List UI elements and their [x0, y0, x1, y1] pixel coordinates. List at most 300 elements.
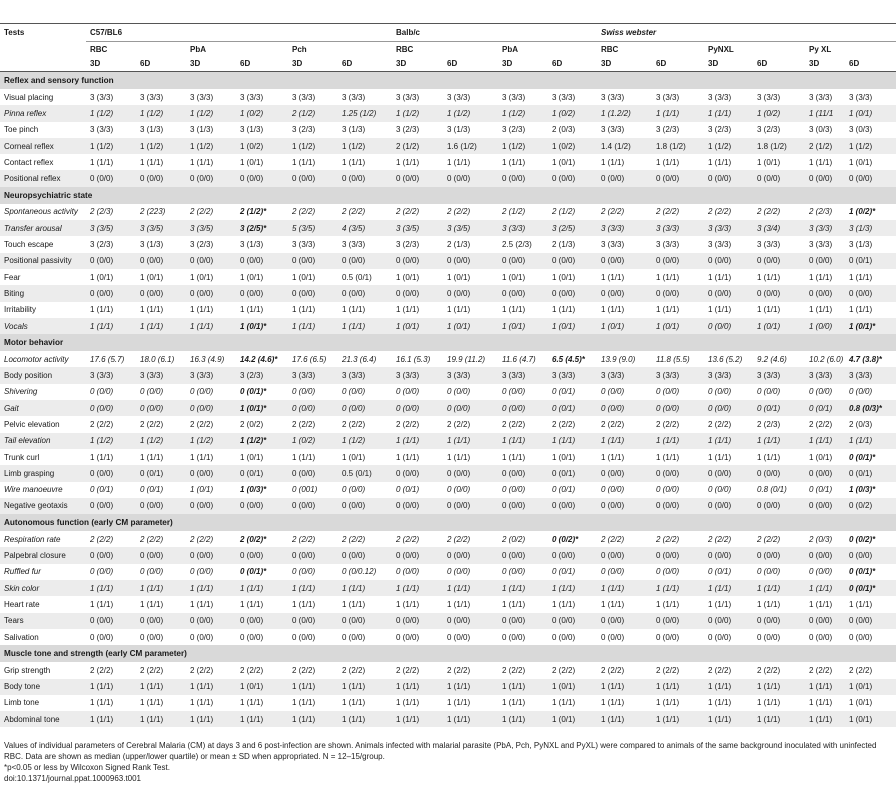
value-cell: 2 (1/2) [288, 105, 338, 121]
value-cell: 0 (0/1)* [845, 580, 896, 596]
value-cell: 1 (1/1) [447, 157, 471, 167]
value-cell: 2 (1/2)* [240, 207, 267, 217]
value-cell: 3 (2/3) [502, 125, 526, 135]
value-cell: 2 (0/3) [552, 125, 576, 135]
value-cell: 1 (1/1) [498, 580, 548, 596]
value-cell: 2 (2/2) [396, 534, 420, 544]
value-cell: 0 (0/0) [597, 400, 652, 416]
value-cell: 0 (0/1) [753, 400, 805, 416]
value-cell: 0 (0/0) [548, 613, 597, 629]
value-cell: 0.8 (0/1) [757, 485, 787, 495]
table-footnotes [4, 740, 892, 784]
value-cell: 1 (1/1) [502, 452, 526, 462]
value-cell: 3 (1/3) [240, 125, 264, 135]
test-name: Tail elevation [0, 433, 86, 449]
value-cell: 0 (0/0) [498, 613, 548, 629]
value-cell: 0 (0/0) [548, 253, 597, 269]
value-cell: 1 (1/2) [186, 433, 236, 449]
value-cell: 0 (0/0) [392, 498, 443, 514]
value-cell: 1 (1/1) [708, 272, 732, 282]
table-row [0, 302, 896, 318]
value-cell: 2.5 (2/3) [502, 240, 532, 250]
value-cell: 0 (0/0) [704, 400, 753, 416]
value-cell: 0 (0/0) [392, 465, 443, 481]
value-cell: 3 (3/3) [190, 92, 214, 102]
value-cell: 10.2 (6.0) [809, 354, 844, 364]
value-cell: 0 (0/0) [652, 285, 704, 301]
value-cell: 0 (0/0) [186, 547, 236, 563]
value-cell: 1 (1/2) [136, 138, 186, 154]
value-cell: 1.8 (1/2) [652, 138, 704, 154]
value-cell: 2 (2/2) [190, 665, 214, 675]
value-cell: 0 (0/0) [597, 253, 652, 269]
day-header: 6D [443, 56, 498, 72]
value-cell: 1 (1/2) [704, 138, 753, 154]
value-cell: 1 (1/2) [338, 433, 392, 449]
value-cell: 0 (0/0) [338, 170, 392, 186]
value-cell: 3 (2/5) [548, 220, 597, 236]
value-cell: 1 (1/1) [502, 599, 526, 609]
value-cell: 0 (0/0) [236, 498, 288, 514]
test-name: Visual placing [4, 92, 54, 102]
value-cell: 2 (2/2) [809, 665, 833, 675]
table-row [0, 318, 896, 334]
value-cell: 1 (0/1) [140, 272, 164, 282]
value-cell: 1 (0/1) [652, 318, 704, 334]
value-cell: 0 (0/0) [338, 498, 392, 514]
value-cell: 0 (0/0) [86, 285, 136, 301]
value-cell: 0 (0/0) [292, 387, 316, 397]
table-row [0, 416, 896, 432]
value-cell: 2 (2/2) [656, 419, 680, 429]
value-cell: 1 (1/1) [652, 711, 704, 727]
value-cell: 3 (2/3) [190, 240, 214, 250]
value-cell: 0 (0/0) [601, 567, 625, 577]
value-cell: 0 (0/0) [548, 547, 597, 563]
value-cell: 1 (0/3)* [240, 485, 267, 495]
value-cell: 0 (0/0) [805, 547, 845, 563]
value-cell: 2 (1/2) [502, 207, 526, 217]
value-cell: 0 (0/0) [86, 465, 136, 481]
table-row [0, 122, 896, 138]
value-cell: 3 (3/3) [338, 367, 392, 383]
value-cell: 0 (0/0) [498, 465, 548, 481]
value-cell: 1 (1/1) [805, 679, 845, 695]
header-tests: Tests [0, 24, 86, 42]
value-cell: 2 (2/2) [396, 665, 420, 675]
value-cell: 2 (1/3) [552, 240, 576, 250]
value-cell: 3 (0/3) [809, 125, 833, 135]
value-cell: 2 (2/2) [396, 207, 420, 217]
value-cell: 1 (1/1) [753, 433, 805, 449]
value-cell: 0 (0/1) [396, 485, 420, 495]
value-cell: 1 (1/1) [708, 157, 732, 167]
test-name: Palpebral closure [0, 547, 86, 563]
value-cell: 1 (1/1) [342, 599, 366, 609]
value-cell: 0 (001) [292, 485, 318, 495]
table-row [0, 547, 896, 563]
value-cell: 1 (1/1) [186, 711, 236, 727]
value-cell: 1.25 (1/2) [338, 105, 392, 121]
table-row [0, 433, 896, 449]
value-cell: 1 (1/1) [704, 679, 753, 695]
test-name: Transfer arousal [0, 220, 86, 236]
value-cell: 0 (0/0) [498, 170, 548, 186]
value-cell: 1 (0/1) [240, 272, 264, 282]
value-cell: 1 (0/2) [548, 138, 597, 154]
value-cell: 2 (1/2) [552, 207, 576, 217]
value-cell: 3 (3/3) [90, 92, 114, 102]
value-cell: 1 (1/1) [90, 599, 114, 609]
table-row [0, 711, 896, 727]
value-cell: 0 (0/0) [140, 387, 164, 397]
value-cell: 1 (1/1) [90, 698, 114, 708]
value-cell: 0 (0/0) [443, 253, 498, 269]
value-cell: 1 (0/1)* [236, 400, 288, 416]
value-cell: 0 (0/0) [502, 485, 526, 495]
value-cell: 0 (0/0) [652, 547, 704, 563]
value-cell: 0 (0/0) [240, 632, 264, 642]
value-cell: 3 (3/3) [809, 92, 833, 102]
day-header: 3D [288, 56, 338, 72]
value-cell: 0 (0/0) [757, 632, 781, 642]
group-header: PbA [190, 44, 206, 54]
value-cell: 3 (3/3) [708, 240, 732, 250]
value-cell: 1 (1/1) [601, 157, 625, 167]
value-cell: 0 (0/0) [86, 400, 136, 416]
value-cell: 3 (3/3) [805, 367, 845, 383]
value-cell: 1 (1/2) [338, 138, 392, 154]
value-cell: 3 (3/3) [342, 92, 366, 102]
value-cell: 1 (1.2/2) [597, 105, 652, 121]
value-cell: 0 (0/0) [656, 387, 680, 397]
value-cell: 0 (0/0) [809, 387, 833, 397]
value-cell: 0 (0/0) [652, 465, 704, 481]
value-cell: 0 (0/0) [186, 498, 236, 514]
value-cell: 3 (3/3) [704, 220, 753, 236]
value-cell: 1 (0/1) [809, 452, 833, 462]
value-cell: 1 (1/1) [548, 433, 597, 449]
value-cell: 0 (0/0) [805, 285, 845, 301]
value-cell: 1 (1/1) [396, 157, 420, 167]
value-cell: 2 (2/2) [708, 665, 732, 675]
value-cell: 3 (3/3) [601, 240, 625, 250]
test-name: Body tone [0, 679, 86, 695]
value-cell: 0 (0/0) [338, 613, 392, 629]
value-cell: 1 (0/1) [597, 318, 652, 334]
value-cell: 0 (0/0) [845, 170, 896, 186]
value-cell: 1 (1/1) [190, 698, 214, 708]
table-row [0, 253, 896, 269]
table-row [0, 384, 896, 400]
value-cell: 3 (3/3) [292, 92, 316, 102]
value-cell: 0 (0/0) [498, 400, 548, 416]
value-cell: 1 (1/1) [90, 157, 114, 167]
value-cell: 1 (1/1) [704, 105, 753, 121]
value-cell: 0 (0/0) [704, 318, 753, 334]
value-cell: 3 (3/3) [292, 240, 316, 250]
value-cell: 3 (3/3) [656, 240, 680, 250]
value-cell: 0 (0/0) [190, 632, 214, 642]
table-row [0, 138, 896, 154]
value-cell: 1 (1/1) [849, 599, 873, 609]
value-cell: 2 (2/2) [447, 534, 471, 544]
value-cell: 2 (1/2) [805, 138, 845, 154]
value-cell: 3 (1/3) [447, 125, 471, 135]
value-cell: 2 (2/2) [292, 534, 316, 544]
value-cell: 0 (0/0) [90, 632, 114, 642]
value-cell: 1 (1/2) [136, 105, 186, 121]
value-cell: 1 (0/1) [292, 272, 316, 282]
value-cell: 1 (1/1) [140, 599, 164, 609]
value-cell: 2 (2/2) [90, 534, 114, 544]
value-cell: 0 (0/0) [236, 285, 288, 301]
value-cell: 2 (2/2) [601, 665, 625, 675]
section-title: Muscle tone and strength (early CM parameter) [0, 645, 896, 662]
strain-header: Balb/c [392, 24, 597, 42]
value-cell: 1 (1/1) [753, 679, 805, 695]
section-title: Reflex and sensory function [0, 72, 896, 90]
value-cell: 2 (2/2) [447, 665, 471, 675]
value-cell: 1 (1/1) [240, 698, 264, 708]
value-cell: 1 (1/1) [90, 305, 114, 315]
value-cell: 0 (0/0) [392, 547, 443, 563]
day-header: 6D [236, 56, 288, 72]
value-cell: 3 (3/3) [753, 367, 805, 383]
value-cell: 3 (3/3) [652, 367, 704, 383]
value-cell: 1 (1/2) [86, 138, 136, 154]
value-cell: 0 (0/0) [652, 400, 704, 416]
value-cell: 2 (2/2) [757, 665, 781, 675]
value-cell: 0 (0/0) [136, 253, 186, 269]
value-cell: 0 (0/0) [136, 613, 186, 629]
value-cell: 0 (0/0) [753, 170, 805, 186]
value-cell: 1 (1/1) [498, 711, 548, 727]
group-header: PyNXL [708, 44, 734, 54]
value-cell: 0 (0/0) [548, 170, 597, 186]
value-cell: 0 (0/0) [597, 613, 652, 629]
value-cell: 0 (0/0) [753, 285, 805, 301]
value-cell: 1 (1/1) [190, 157, 214, 167]
section-title: Autonomous function (early CM parameter) [0, 514, 896, 531]
value-cell: 0 (0/0) [652, 498, 704, 514]
value-cell: 0 (0/0) [753, 547, 805, 563]
value-cell: 0 (0/1) [140, 485, 164, 495]
value-cell: 3 (3/4) [753, 220, 805, 236]
value-cell: 0 (0/0.12) [342, 567, 377, 577]
value-cell: 0 (0/0) [443, 285, 498, 301]
value-cell: 2 (2/2) [342, 419, 366, 429]
value-cell: 1 (1/1) [652, 580, 704, 596]
value-cell: 0 (0/0) [443, 613, 498, 629]
test-name: Corneal reflex [0, 138, 86, 154]
test-name: Contact reflex [4, 157, 54, 167]
value-cell: 1 (1/1) [292, 599, 316, 609]
value-cell: 1 (0/2) [288, 433, 338, 449]
value-cell: 1 (1/1) [292, 698, 316, 708]
test-name: Salivation [4, 632, 39, 642]
value-cell: 18.0 (6.1) [140, 354, 175, 364]
value-cell: 3 (3/3) [601, 125, 625, 135]
value-cell: 6.5 (4.5)* [552, 354, 585, 364]
table-row [0, 629, 896, 645]
value-cell: 1 (1/1) [652, 433, 704, 449]
value-cell: 1 (0/0) [805, 318, 845, 334]
value-cell: 2 (2/2) [140, 419, 164, 429]
value-cell: 0 (0/0) [656, 632, 680, 642]
value-cell: 1 (0/2) [548, 105, 597, 121]
value-cell: 3 (3/3) [443, 367, 498, 383]
value-cell: 0 (0/0) [140, 632, 164, 642]
value-cell: 11.6 (4.7) [502, 354, 536, 364]
test-name: Wire manoeuvre [4, 485, 63, 495]
value-cell: 3 (3/3) [288, 367, 338, 383]
value-cell: 2 (2/2) [292, 419, 316, 429]
value-cell: 0 (0/1) [845, 253, 896, 269]
value-cell: 3 (3/5) [186, 220, 236, 236]
value-cell: 2 (2/2) [552, 419, 576, 429]
value-cell: 1 (1/1) [548, 580, 597, 596]
value-cell: 0 (0/0) [86, 613, 136, 629]
value-cell: 0 (0/0) [288, 285, 338, 301]
value-cell: 1 (1/1) [136, 711, 186, 727]
value-cell: 0 (0/0) [849, 632, 873, 642]
value-cell: 1 (1/1) [190, 452, 214, 462]
value-cell: 3 (3/3) [757, 240, 781, 250]
value-cell: 4.7 (3.8)* [849, 354, 882, 364]
table-row [0, 285, 896, 301]
value-cell: 2 (2/2) [708, 419, 732, 429]
value-cell: 3 (3/3) [396, 92, 420, 102]
value-cell: 0 (0/0) [342, 632, 366, 642]
value-cell: 14.2 (4.6)* [240, 354, 278, 364]
value-cell: 3 (3/3) [845, 367, 896, 383]
value-cell: 0 (0/0) [845, 547, 896, 563]
value-cell: 1 (1/1) [136, 580, 186, 596]
value-cell: 1 (1/1) [443, 679, 498, 695]
value-cell: 2 (0/3) [809, 534, 833, 544]
value-cell: 1 (0/1) [240, 452, 264, 462]
value-cell: 0 (0/0) [236, 613, 288, 629]
value-cell: 0 (0/0) [704, 170, 753, 186]
value-cell: 0 (0/0) [288, 547, 338, 563]
value-cell: 0 (0/0) [704, 465, 753, 481]
value-cell: 0 (0/0) [136, 285, 186, 301]
value-cell: 0 (0/0) [338, 400, 392, 416]
day-header: 3D [186, 56, 236, 72]
value-cell: 0 (0/0) [601, 632, 625, 642]
test-name: Tears [0, 613, 86, 629]
value-cell: 0 (0/0) [236, 253, 288, 269]
value-cell: 2 (2/3) [90, 207, 114, 217]
table-row [0, 236, 896, 252]
value-cell: 0 (0/0) [392, 400, 443, 416]
value-cell: 3 (1/3) [140, 125, 164, 135]
value-cell: 17.6 (5.7) [90, 354, 125, 364]
value-cell: 1 (1/1) [443, 580, 498, 596]
value-cell: 1 (1/1) [849, 305, 873, 315]
value-cell: 1 (1/1) [845, 433, 896, 449]
value-cell: 1 (0/1) [753, 318, 805, 334]
value-cell: 1 (1/1) [656, 305, 680, 315]
value-cell: 5 (3/5) [288, 220, 338, 236]
group-header: RBC [90, 44, 108, 54]
value-cell: 0 (0/0) [90, 387, 114, 397]
value-cell: 0 (0/0) [288, 400, 338, 416]
table-row [0, 564, 896, 580]
day-header: 6D [136, 56, 186, 72]
value-cell: 0 (0/0) [396, 567, 420, 577]
value-cell: 1.8 (1/2) [753, 138, 805, 154]
value-cell: 2 (2/2) [502, 665, 526, 675]
value-cell: 1 (1/1) [447, 305, 471, 315]
value-cell: 11.8 (5.5) [656, 354, 690, 364]
test-name: Gait [0, 400, 86, 416]
value-cell: 1 (1/2) [498, 105, 548, 121]
value-cell: 1 (1/1) [190, 599, 214, 609]
value-cell: 0 (0/0) [186, 613, 236, 629]
value-cell: 1 (1/1) [704, 711, 753, 727]
value-cell: 0 (0/1) [805, 400, 845, 416]
value-cell: 3 (3/3) [136, 367, 186, 383]
value-cell: 1 (1/1) [392, 580, 443, 596]
value-cell: 1 (1/1) [601, 305, 625, 315]
value-cell: 2 (2/2) [757, 207, 781, 217]
value-cell: 1 (1/1) [656, 599, 680, 609]
value-cell: 2 (2/2) [849, 665, 873, 675]
value-cell: 1 (1/1) [140, 157, 164, 167]
value-cell: 1 (0/2)* [849, 207, 876, 217]
value-cell: 0 (0/0) [704, 613, 753, 629]
value-cell: 1 (1/1) [288, 580, 338, 596]
group-header: PbA [502, 44, 518, 54]
value-cell: 1 (0/1) [396, 272, 420, 282]
value-cell: 2 (1/2) [392, 138, 443, 154]
significance-note: *p<0.05 or less by Wilcoxon Signed Rank Test. [4, 763, 170, 772]
table-row [0, 400, 896, 416]
value-cell: 1 (1/1) [805, 580, 845, 596]
value-cell: 0 (0/0) [552, 632, 576, 642]
value-cell: 0 (0/0) [443, 400, 498, 416]
value-cell: 0 (0/0) [186, 170, 236, 186]
value-cell: 1 (1/1) [809, 157, 833, 167]
value-cell: 0 (0/1) [90, 485, 114, 495]
section-title: Motor behavior [0, 334, 896, 351]
value-cell: 3 (3/3) [597, 220, 652, 236]
value-cell: 2 (2/2) [809, 419, 833, 429]
value-cell: 21.3 (6.4) [342, 354, 377, 364]
value-cell: 2 (2/2) [601, 207, 625, 217]
value-cell: 2 (2/2) [601, 534, 625, 544]
value-cell: 0 (0/0) [757, 387, 781, 397]
table-row [0, 269, 896, 285]
value-cell: 0 (0/0) [447, 632, 471, 642]
table-row [0, 613, 896, 629]
value-cell: 0 (0/0) [288, 465, 338, 481]
value-cell: 0 (0/0) [704, 547, 753, 563]
value-cell: 1 (1/1) [396, 698, 420, 708]
value-cell: 1 (1/1) [597, 433, 652, 449]
value-cell: 2 (0/2)* [240, 534, 267, 544]
value-cell: 1 (1/1) [240, 305, 264, 315]
value-cell: 2 (2/2) [757, 534, 781, 544]
test-name: Positional reflex [0, 170, 86, 186]
value-cell: 3 (1/3) [240, 240, 264, 250]
value-cell: 1 (0/1) [845, 711, 896, 727]
value-cell: 0.5 (0/1) [338, 465, 392, 481]
value-cell: 2 (2/2) [140, 665, 164, 675]
value-cell: 2 (2/2) [342, 534, 366, 544]
